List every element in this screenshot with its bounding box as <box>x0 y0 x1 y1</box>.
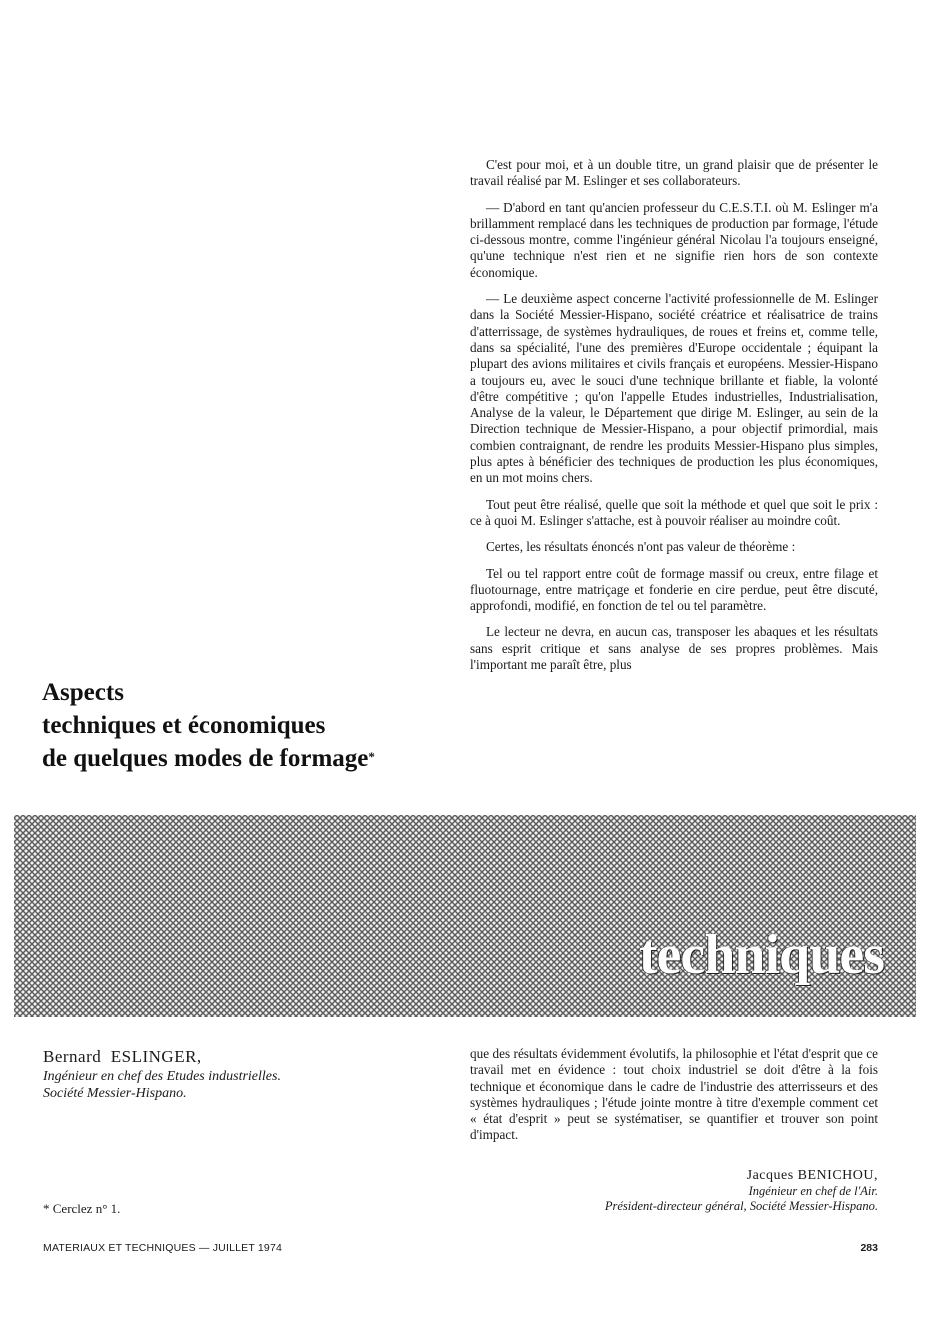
author-name: Bernard ESLINGER, <box>43 1047 202 1066</box>
signature-position: Président-directeur général, Société Messier-Hispano. <box>604 1199 878 1213</box>
intro-paragraph: — D'abord en tant qu'ancien professeur du C.E.S.T.I. où M. Eslinger m'a brillamment remplacé dans les techniques de production par formage, l'étude ci-dessous montre, comme l'ingénieur général Nicolau l'a toujours enseigné, qu'une technique n'est rien et ne signifie rien hors de son contexte économique. <box>470 199 878 280</box>
intro-text <box>470 157 878 683</box>
intro-paragraph: Tout peut être réalisé, quelle que soit la méthode et quel que soit le prix : ce à quoi M. Eslinger s'attache, est à pouvoir réaliser au moindre coût. <box>470 496 878 528</box>
article-title <box>42 676 462 775</box>
page-number: 283 <box>860 1242 878 1254</box>
author-block <box>43 1046 443 1102</box>
signature-role: Ingénieur en chef de l'Air. <box>748 1184 878 1198</box>
intro-paragraph: Tel ou tel rapport entre coût de formage massif ou creux, entre filage et fluotournage, entre matriçage et fonderie en cire perdue, peut être discuté, approfondi, modifié, en fonction de tel ou tel paramètre. <box>470 565 878 614</box>
intro-continuation-block <box>470 1046 878 1144</box>
section-banner <box>14 815 916 1017</box>
author-company: Société Messier-Hispano. <box>43 1086 187 1101</box>
intro-continuation: que des résultats évidemment évolutifs, la philosophie et l'état d'esprit que ce travail met en évidence : tout choix industriel se doit d'être à la fois technique et économique dans le cadre de l'industrie des atterrisseurs et des systèmes hydrauliques ; l'étude jointe montre à titre d'exemple comment cet « état d'esprit » peut se systématiser, se quantifier et trouver son point d'impact. <box>470 1046 878 1143</box>
footnote: * Cerclez n° 1. <box>43 1201 121 1216</box>
signature-block <box>605 1167 878 1214</box>
journal-footer: MATERIAUX ET TECHNIQUES — JUILLET 1974 <box>43 1242 283 1254</box>
author-role: Ingénieur en chef des Etudes industrielles. <box>43 1069 281 1084</box>
title-line: Aspects <box>42 679 124 706</box>
intro-paragraph: Le lecteur ne devra, en aucun cas, transposer les abaques et les résultats sans esprit critique et sans analyse de ses propres problèmes. Mais l'important me paraît être, plus <box>470 624 878 673</box>
section-banner-word: techniques <box>638 924 884 986</box>
title-line: techniques et économiques <box>42 712 326 739</box>
title-footnote-marker: * <box>368 749 375 764</box>
intro-paragraph: — Le deuxième aspect concerne l'activité professionnelle de M. Eslinger dans la Société Messier-Hispano, société créatrice et réalisatrice de trains d'atterrissage, de systèmes hydrauliques, de roues et freins et, comme telle, dans sa spécialité, l'une des premières d'Europe occidentale ; équipant la plupart des avions militaires et civils français et européens. Messier-Hispano a toujours eu, avec le souci d'une technique brillante et fiable, la volonté d'être compétitive ; qu'on l'appelle Etudes industrielles, Industrialisation, Analyse de la valeur, le Département que dirige M. Eslinger, au sein de la Direction technique de Messier-Hispano, a pour objectif primordial, mais combien contraignant, de rendre les produits Messier-Hispano plus simples, plus aptes à bénéficier des techniques de production les plus économiques, en un mot moins chers. <box>470 291 878 486</box>
signature-name: Jacques BENICHOU, <box>746 1168 878 1183</box>
intro-paragraph: C'est pour moi, et à un double titre, un grand plaisir que de présenter le travail réalisé par M. Eslinger et ses collaborateurs. <box>470 157 878 189</box>
intro-paragraph: Certes, les résultats énoncés n'ont pas valeur de théorème : <box>486 539 796 555</box>
title-line-last <box>42 742 462 775</box>
title-line: de quelques modes de formage <box>42 745 369 772</box>
